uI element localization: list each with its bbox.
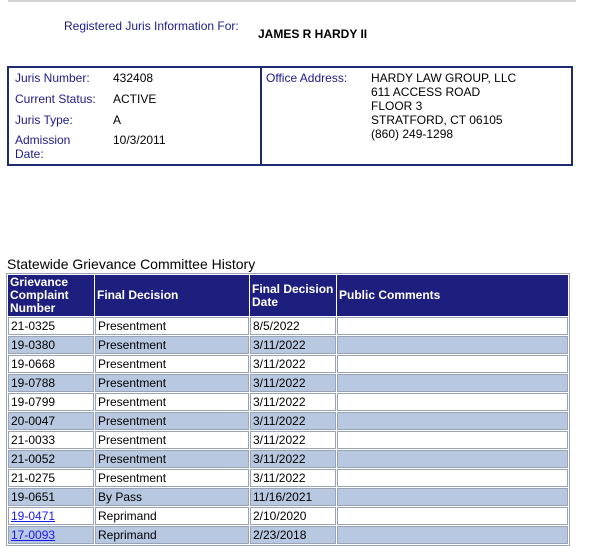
complaint-number-cell: 21-0325 xyxy=(8,317,94,335)
final-decision-cell: Reprimand xyxy=(95,507,249,525)
office-address-label: Office Address: xyxy=(266,71,348,85)
table-row xyxy=(8,393,568,411)
final-decision-date-cell: 3/11/2022 xyxy=(250,355,336,373)
final-decision-cell: By Pass xyxy=(95,488,249,506)
juris-number-label: Juris Number: xyxy=(15,71,90,85)
office-phone: (860) 249-1298 xyxy=(371,127,454,141)
table-row xyxy=(8,450,568,468)
public-comments-cell xyxy=(337,450,568,468)
office-line-2: 611 ACCESS ROAD xyxy=(371,85,481,99)
complaint-number-link[interactable]: 17-0093 xyxy=(11,528,56,542)
office-address xyxy=(371,71,516,164)
table-row xyxy=(8,431,568,449)
public-comments-cell xyxy=(337,469,568,487)
registered-info-label: Registered Juris Information For: xyxy=(64,19,239,33)
public-comments-cell xyxy=(337,412,568,430)
complaint-number-cell: 21-0052 xyxy=(8,450,94,468)
top-divider xyxy=(8,0,576,2)
table-row xyxy=(8,412,568,430)
table-row xyxy=(8,336,568,354)
current-status-value: ACTIVE xyxy=(113,92,157,106)
table-row xyxy=(8,317,568,335)
final-decision-date-cell: 3/11/2022 xyxy=(250,393,336,411)
attorney-name: JAMES R HARDY II xyxy=(258,27,368,41)
final-decision-cell: Presentment xyxy=(95,412,249,430)
final-decision-date-cell: 3/11/2022 xyxy=(250,412,336,430)
grievance-history-title: Statewide Grievance Committee History xyxy=(7,256,256,272)
complaint-number-cell: 19-0788 xyxy=(8,374,94,392)
office-details xyxy=(262,68,571,164)
final-decision-date-cell: 3/11/2022 xyxy=(250,450,336,468)
final-decision-date-cell: 3/11/2022 xyxy=(250,336,336,354)
complaint-number-cell: 19-0651 xyxy=(8,488,94,506)
final-decision-cell: Presentment xyxy=(95,317,249,335)
final-decision-date-cell: 11/16/2021 xyxy=(250,488,336,506)
complaint-number-cell[interactable] xyxy=(8,507,94,525)
complaint-number-cell[interactable] xyxy=(8,526,94,544)
final-decision-cell: Presentment xyxy=(95,393,249,411)
admission-date-label: Admission Date: xyxy=(15,133,71,161)
table-row xyxy=(8,355,568,373)
current-status-row xyxy=(15,92,260,113)
final-decision-cell: Presentment xyxy=(95,374,249,392)
juris-info-box xyxy=(7,66,573,166)
juris-number-value: 432408 xyxy=(113,71,154,85)
grievance-history-table xyxy=(6,273,570,546)
public-comments-cell xyxy=(337,488,568,506)
juris-type-row xyxy=(15,113,260,133)
complaint-number-cell: 19-0668 xyxy=(8,355,94,373)
complaint-number-cell: 21-0275 xyxy=(8,469,94,487)
final-decision-cell: Presentment xyxy=(95,431,249,449)
table-header-row xyxy=(8,275,568,316)
final-decision-date-cell: 3/11/2022 xyxy=(250,431,336,449)
juris-type-value: A xyxy=(113,113,122,127)
complaint-number-cell: 20-0047 xyxy=(8,412,94,430)
complaint-number-cell: 19-0380 xyxy=(8,336,94,354)
table-body xyxy=(8,317,568,544)
final-decision-date-cell: 2/23/2018 xyxy=(250,526,336,544)
public-comments-cell xyxy=(337,431,568,449)
final-decision-cell: Presentment xyxy=(95,336,249,354)
public-comments-cell xyxy=(337,336,568,354)
final-decision-date-cell: 3/11/2022 xyxy=(250,469,336,487)
final-decision-date-cell: 2/10/2020 xyxy=(250,507,336,525)
column-header-final-decision: Final Decision xyxy=(95,275,249,316)
public-comments-cell xyxy=(337,374,568,392)
admission-date-value: 10/3/2011 xyxy=(113,133,166,147)
office-line-4: STRATFORD, CT 06105 xyxy=(371,113,503,127)
juris-number-row xyxy=(15,71,260,92)
complaint-number-cell: 21-0033 xyxy=(8,431,94,449)
juris-details xyxy=(9,68,262,164)
column-header-complaint-number: Grievance Complaint Number xyxy=(8,275,94,316)
table-row xyxy=(8,488,568,506)
current-status-label: Current Status: xyxy=(15,92,96,106)
column-header-final-decision-date: Final Decision Date xyxy=(250,275,336,316)
column-header-public-comments: Public Comments xyxy=(337,275,568,316)
table-row xyxy=(8,374,568,392)
public-comments-cell xyxy=(337,355,568,373)
public-comments-cell xyxy=(337,393,568,411)
table-row xyxy=(8,526,568,544)
public-comments-cell xyxy=(337,507,568,525)
table-row xyxy=(8,469,568,487)
juris-type-label: Juris Type: xyxy=(15,113,73,127)
final-decision-cell: Presentment xyxy=(95,469,249,487)
final-decision-date-cell: 8/5/2022 xyxy=(250,317,336,335)
office-line-3: FLOOR 3 xyxy=(371,99,423,113)
final-decision-date-cell: 3/11/2022 xyxy=(250,374,336,392)
table-row xyxy=(8,507,568,525)
public-comments-cell xyxy=(337,317,568,335)
public-comments-cell xyxy=(337,526,568,544)
admission-date-row xyxy=(15,133,260,161)
final-decision-cell: Reprimand xyxy=(95,526,249,544)
final-decision-cell: Presentment xyxy=(95,355,249,373)
complaint-number-cell: 19-0799 xyxy=(8,393,94,411)
final-decision-cell: Presentment xyxy=(95,450,249,468)
office-line-1: HARDY LAW GROUP, LLC xyxy=(371,71,517,85)
complaint-number-link[interactable]: 19-0471 xyxy=(11,509,56,523)
